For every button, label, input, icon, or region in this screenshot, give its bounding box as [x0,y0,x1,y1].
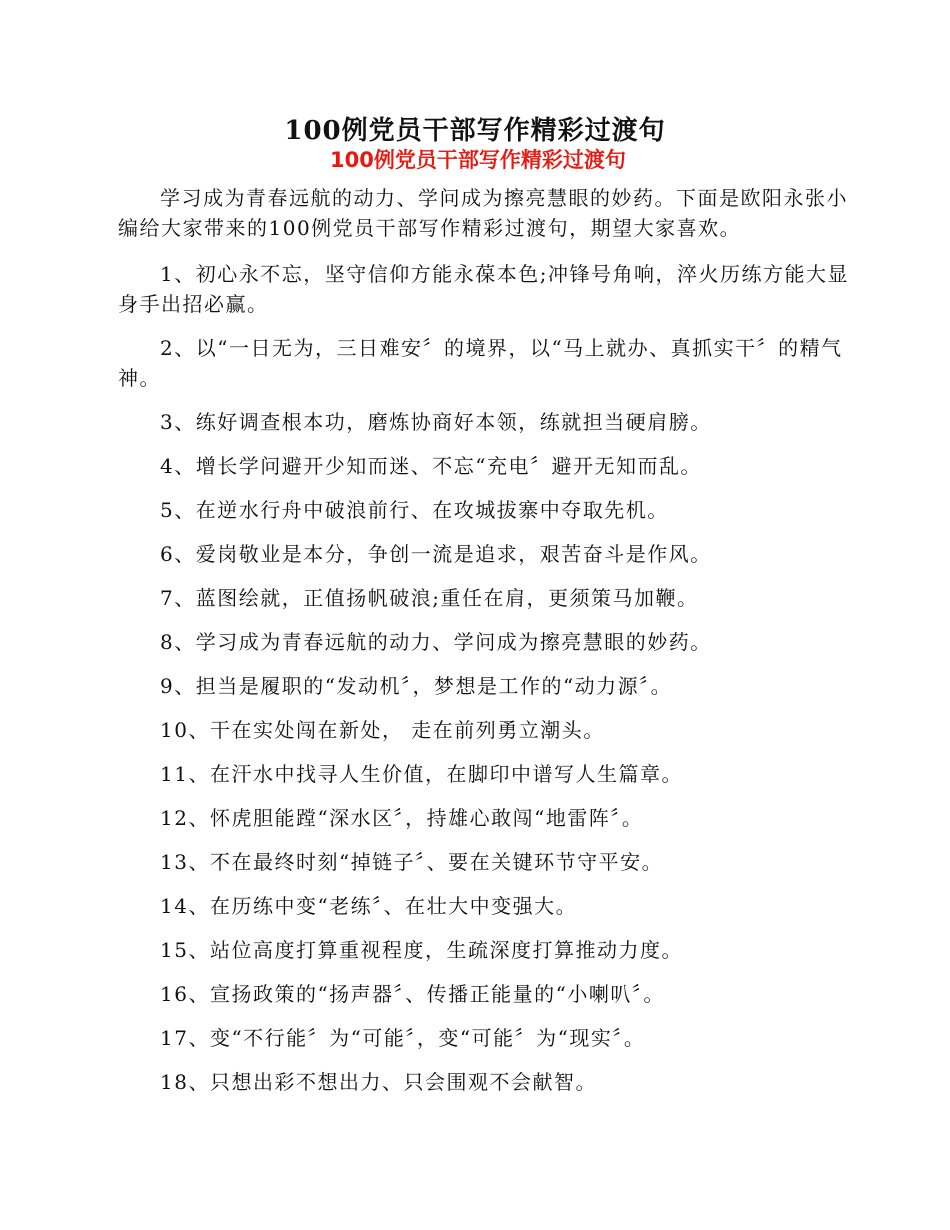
list-item-3: 3、练好调查根本功，磨炼协商好本领，练就担当硬肩膀。 [160,410,712,434]
list-item-1: 1、初心永不忘，坚守信仰方能永葆本色;冲锋号角响，淬火历练方能大显身手出招必赢。 [118,262,849,316]
list-item-15: 15、站位高度打算重视程度，生疏深度打算推动力度。 [160,938,683,962]
list-item-5: 5、在逆水行舟中破浪前行、在攻城拔寨中夺取先机。 [160,498,669,522]
intro-paragraph: 学习成为青春远航的动力、学问成为擦亮慧眼的妙药。下面是欧阳永张小编给大家带来的100例党员干部写作精彩过渡句，期望大家喜欢。 [118,186,848,240]
list-item-17: 17、变“不行能〞为“可能〞，变“可能〞为“现实〞。 [160,1026,646,1050]
list-item-6: 6、爱岗敬业是本分，争创一流是追求，艰苦奋斗是作风。 [160,542,712,566]
list-item-10: 10、干在实处闯在新处， 走在前列勇立潮头。 [160,718,605,742]
list-item-14: 14、在历练中变“老练〞、在壮大中变强大。 [160,894,578,918]
list-item-7: 7、蓝图绘就，正值扬帆破浪;重任在肩，更须策马加鞭。 [160,586,699,610]
list-item-16: 16、宣扬政策的“扬声器〞、传播正能量的“小喇叭〞。 [160,982,665,1006]
document-body [118,183,858,1111]
list-item-18: 18、只想出彩不想出力、只会围观不会献智。 [160,1070,597,1094]
list-item-11: 11、在汗水中找寻人生价值，在脚印中谱写人生篇章。 [160,762,683,786]
list-item-8: 8、学习成为青春远航的动力、学问成为擦亮慧眼的妙药。 [160,630,712,654]
list-item-4: 4、增长学问避开少知而迷、不忘“充电〞避开无知而乱。 [160,454,702,478]
list-item-13: 13、不在最终时刻“掉链子〞、要在关键环节守平安。 [160,850,664,874]
document-subtitle: 100例党员干部写作精彩过渡句 [330,148,626,172]
list-item-9: 9、担当是履职的“发动机〞，梦想是工作的“动力源〞。 [160,674,673,698]
list-item-12: 12、怀虎胆能蹚“深水区〞，持雄心敢闯“地雷阵〞。 [160,806,644,830]
list-item-2: 2、以“一日无为，三日难安〞的境界，以“马上就办、真抓实干〞的精气神。 [118,336,843,390]
document-title: 100例党员干部写作精彩过渡句 [284,116,666,146]
